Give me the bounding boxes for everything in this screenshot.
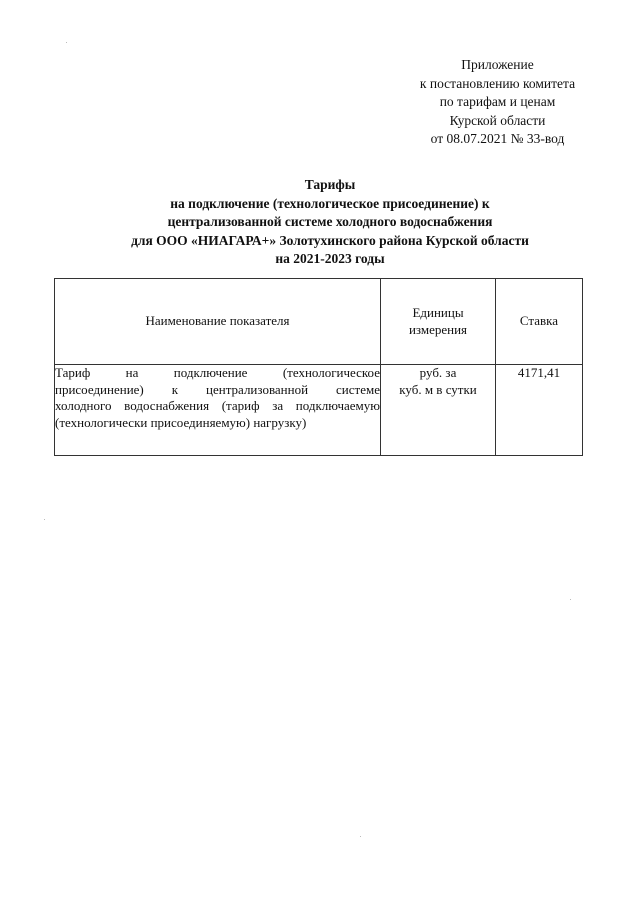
header-units-line: Единицы (412, 305, 464, 320)
title-line: централизованной системе холодного водоснабжения (167, 214, 493, 229)
table-header-row (55, 279, 583, 365)
appendix-line: по тарифам и ценам (439, 94, 556, 109)
table-row (55, 365, 583, 456)
cell-indicator-name (55, 365, 381, 456)
appendix-line: Приложение (461, 57, 534, 72)
tariff-table (54, 278, 583, 456)
header-units (381, 279, 496, 365)
appendix-line: от 08.07.2021 № 33-вод (430, 131, 565, 146)
appendix-reference (395, 56, 600, 149)
title-line: Тарифы (304, 177, 356, 192)
header-units-line: измерения (408, 321, 468, 337)
cell-name-line: (технологически присоединяемую) нагрузку) (55, 414, 307, 430)
cell-units-line: руб. за (419, 365, 457, 380)
cell-name-line: холодного водоснабжения (тариф за подключаемую (55, 398, 380, 413)
cell-name-line: присоединение) к централизованной системе (55, 381, 380, 397)
appendix-line: к постановлению комитета (419, 75, 576, 91)
cell-rate: 4171,41 (496, 365, 583, 456)
cell-units (381, 365, 496, 456)
cell-units-line: куб. м в сутки (399, 381, 477, 397)
title-line: на подключение (технологическое присоединение) к (170, 195, 490, 211)
scan-speck (44, 519, 45, 520)
header-indicator-name: Наименование показателя (55, 279, 381, 365)
scan-speck (360, 836, 361, 837)
title-line: для ООО «НИАГАРА+» Золотухинского района Курской области (131, 232, 529, 248)
scan-speck (66, 42, 67, 43)
cell-name-line: Тариф на подключение (технологическое (55, 365, 380, 380)
appendix-line: Курской области (449, 112, 546, 128)
header-rate: Ставка (496, 279, 583, 365)
title-line: на 2021-2023 годы (275, 251, 385, 266)
document-title (40, 176, 620, 269)
scan-speck (570, 599, 571, 600)
